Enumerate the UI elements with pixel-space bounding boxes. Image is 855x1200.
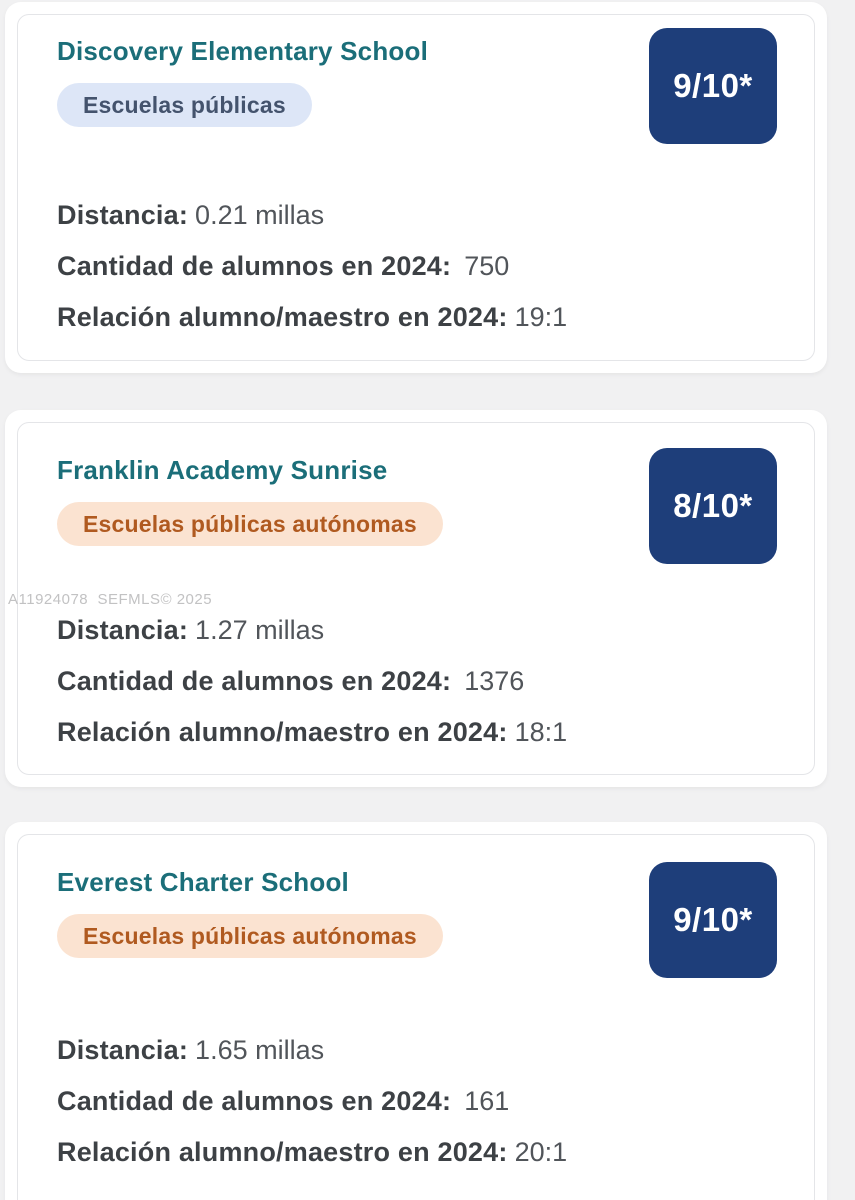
info-label: Cantidad de alumnos en 2024: [57,1086,452,1116]
school-info [57,610,634,752]
students-row [57,661,634,701]
distance-row [57,1030,634,1070]
school-info [57,195,634,337]
info-label: Relación alumno/maestro en 2024: [57,1137,508,1167]
school-info [57,1030,634,1172]
school-name-link[interactable]: Discovery Elementary School [57,36,428,66]
info-label: Cantidad de alumnos en 2024: [57,666,452,696]
school-name-link[interactable]: Everest Charter School [57,867,349,897]
info-value: 161 [464,1086,510,1116]
info-label: Relación alumno/maestro en 2024: [57,302,508,332]
school-rating-badge: 9/10* [649,862,777,978]
info-label: Cantidad de alumnos en 2024: [57,251,452,281]
school-card [5,2,827,373]
info-label: Distancia: [57,200,189,230]
school-card [5,822,827,1200]
ratio-row [57,712,634,752]
info-value: 1376 [464,666,525,696]
school-rating-badge: 9/10* [649,28,777,144]
info-value: 1.65 millas [195,1035,325,1065]
info-value: 19:1 [514,302,568,332]
students-row [57,1081,634,1121]
info-value: 20:1 [514,1137,568,1167]
info-value: 18:1 [514,717,568,747]
info-label: Distancia: [57,1035,189,1065]
school-name-link[interactable]: Franklin Academy Sunrise [57,455,388,485]
info-value: 750 [464,251,510,281]
info-value: 1.27 millas [195,615,325,645]
school-rating-badge: 8/10* [649,448,777,564]
info-label: Relación alumno/maestro en 2024: [57,717,508,747]
ratio-row [57,297,634,337]
students-row [57,246,634,286]
distance-row [57,195,634,235]
school-type-badge: Escuelas públicas autónomas [57,914,443,958]
school-type-badge: Escuelas públicas autónomas [57,502,443,546]
ratio-row [57,1132,634,1172]
mls-watermark: A11924078 SEFMLS© 2025 [8,591,213,608]
school-type-badge: Escuelas públicas [57,83,312,127]
info-label: Distancia: [57,615,189,645]
distance-row [57,610,634,650]
info-value: 0.21 millas [195,200,325,230]
